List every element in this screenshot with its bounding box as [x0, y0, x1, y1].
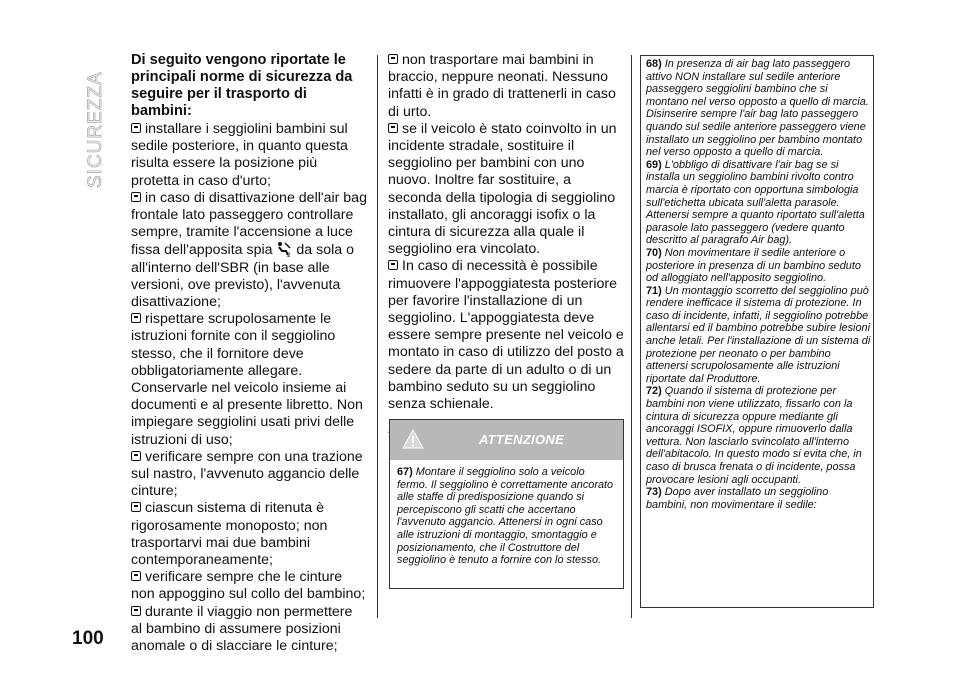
- note: 67) Montare il seggiolino solo a veicolo fermo. Il seggiolino è correttamente ancorato alle staffe di predisposizione quando si percepiscono gli scatti che accertano l'avvenuto aggancio. Attenersi in ogni caso alle istruzioni di montaggio, smontaggio e posizionamento, che il Costruttore del seggiolino è tenuto a fornire con lo stesso.: [397, 466, 614, 567]
- list-item: rispettare scrupolosamente le istruzioni fornite con il seggiolino stesso, che il fornitore deve obbligatoriamente allegare. Conservarle nel veicolo insieme ai documenti e al presente libretto. Non impiegare seggiolini usati privi delle istruzioni di uso;: [131, 311, 363, 448]
- attention-header: [390, 420, 623, 460]
- attention-body: [390, 460, 623, 567]
- svg-text:2: 2: [287, 252, 292, 258]
- bullet-icon: [388, 260, 398, 270]
- section-label: [85, 38, 105, 188]
- column-1: [131, 52, 367, 655]
- note: 69) L'obbligo di disattivare l'air bag se si installa un seggiolino bambini rivolto contro marcia è riportato con opportuna simbologia sull'etichetta ubicata sull'aletta parasole. Attenersi sempre a quanto riportato sull'aletta parasole lato passeggero (vedere quanto descritto al paragrafo Air bag).: [646, 158, 865, 247]
- page-number: 100: [72, 628, 104, 649]
- attention-title: ATTENZIONE: [478, 432, 565, 447]
- section-heading: Di seguito vengono riportate le principali norme di sicurezza da seguire per il trasporto di bambini:: [131, 52, 353, 119]
- note: 70) Non movimentare il sedile anteriore o posteriore in presenza di un bambino seduto od alloggiato nell'apposito seggiolino.: [646, 246, 861, 285]
- bullet-icon: [131, 571, 141, 581]
- section-label-text: SICUREZZA: [85, 71, 106, 188]
- list-item: se il veicolo è stato coinvolto in un incidente stradale, sostituire il seggiolino per bambini con uno nuovo. Inoltre far sostituire, a seconda della tipologia di seggiolino installato, gli ancoraggi isofix o la cintura di sicurezza alla quale il seggiolino era vincolato.: [388, 120, 617, 258]
- note: 72) Quando il sistema di protezione per bambini non viene utilizzato, fissarlo con la cintura di sicurezza oppure mediante gli ancoraggi ISOFIX, oppure rimuoverlo dalla vettura. Non lasciarlo svincolato all'interno dell'abitacolo. In questo modo si evita che, in caso di brusca frenata o di incidente, possa provocare lesioni agli occupanti.: [646, 385, 862, 486]
- list-item: installare i seggiolini bambini sul sedile posteriore, in quanto questa risulta essere la posizione più protetta in caso d'urto;: [131, 121, 348, 189]
- list-item: ciascun sistema di ritenuta è rigorosamente monoposto; non trasportarvi mai due bambini contemporaneamente;: [131, 500, 328, 569]
- bullet-icon: [131, 451, 141, 461]
- note: 68) In presenza di air bag lato passeggero attivo NON installare sul sedile anteriore passeggero seggiolini bambino che si montano nel verso opposto a quello di marcia. Disinserire sempre l'air bag lato passeggero quando sul sedile anteriore passeggero viene installato un seggiolino per bambino montato nel verso opposto a quello di marcia.: [646, 58, 869, 159]
- attention-box: [389, 419, 624, 589]
- bullet-icon: [131, 192, 141, 202]
- list-item: verificare sempre con una trazione sul nastro, l'avvenuto aggancio delle cinture;: [131, 448, 363, 500]
- list-item: in caso di disattivazione dell'air bag frontale lato passeggero controllare sempre, tramite l'accensione a luce fissa dell'apposita spia 2 da sola o all'interno dell'SBR (in base alle versioni, ove previsto), l'avvenuta disattivazione;: [131, 189, 367, 311]
- airbag-off-icon: [276, 241, 292, 257]
- bullet-icon: [131, 123, 141, 133]
- note: 73) Dopo aver installato un seggiolino bambini, non movimentare il sedile:: [646, 486, 829, 511]
- note: 71) Un montaggio scorretto del seggiolino può rendere inefficace il sistema di protezione. In caso di incidente, infatti, il seggiolino potrebbe allentarsi ed il bambino potrebbe subire lesioni anche letali. Per l'installazione di un sistema di protezione per neonato o per bambino attenersi scrupolosamente alle istruzioni riportate dal Produttore.: [646, 284, 871, 385]
- bullet-icon: [131, 313, 141, 323]
- column-divider: [631, 55, 632, 618]
- bullet-icon: [131, 502, 141, 512]
- column-2: [388, 52, 624, 435]
- warning-notes-column: [640, 55, 874, 608]
- list-item: durante il viaggio non permettere al bambino di assumere posizioni anomale o di slacciare le cinture;: [131, 603, 353, 655]
- bullet-icon: [388, 54, 398, 64]
- list-item: non trasportare mai bambini in braccio, neppure neonati. Nessuno infatti è in grado di trattenerli in caso di urto.: [388, 52, 616, 120]
- list-item: verificare sempre che le cinture non appoggino sul collo del bambino;: [131, 569, 366, 603]
- bullet-icon: [131, 606, 141, 616]
- bullet-icon: [388, 123, 398, 133]
- list-item: In caso di necessità è possibile rimuovere l'appoggiatesta posteriore per favorire l'installazione di un seggiolino. L'appoggiatesta deve essere sempre presente nel veicolo e montato in caso di utilizzo del posto a sedere da parte di un adulto o di un bambino seduto su un seggiolino senza schienale.: [388, 258, 624, 413]
- column-divider: [377, 55, 378, 618]
